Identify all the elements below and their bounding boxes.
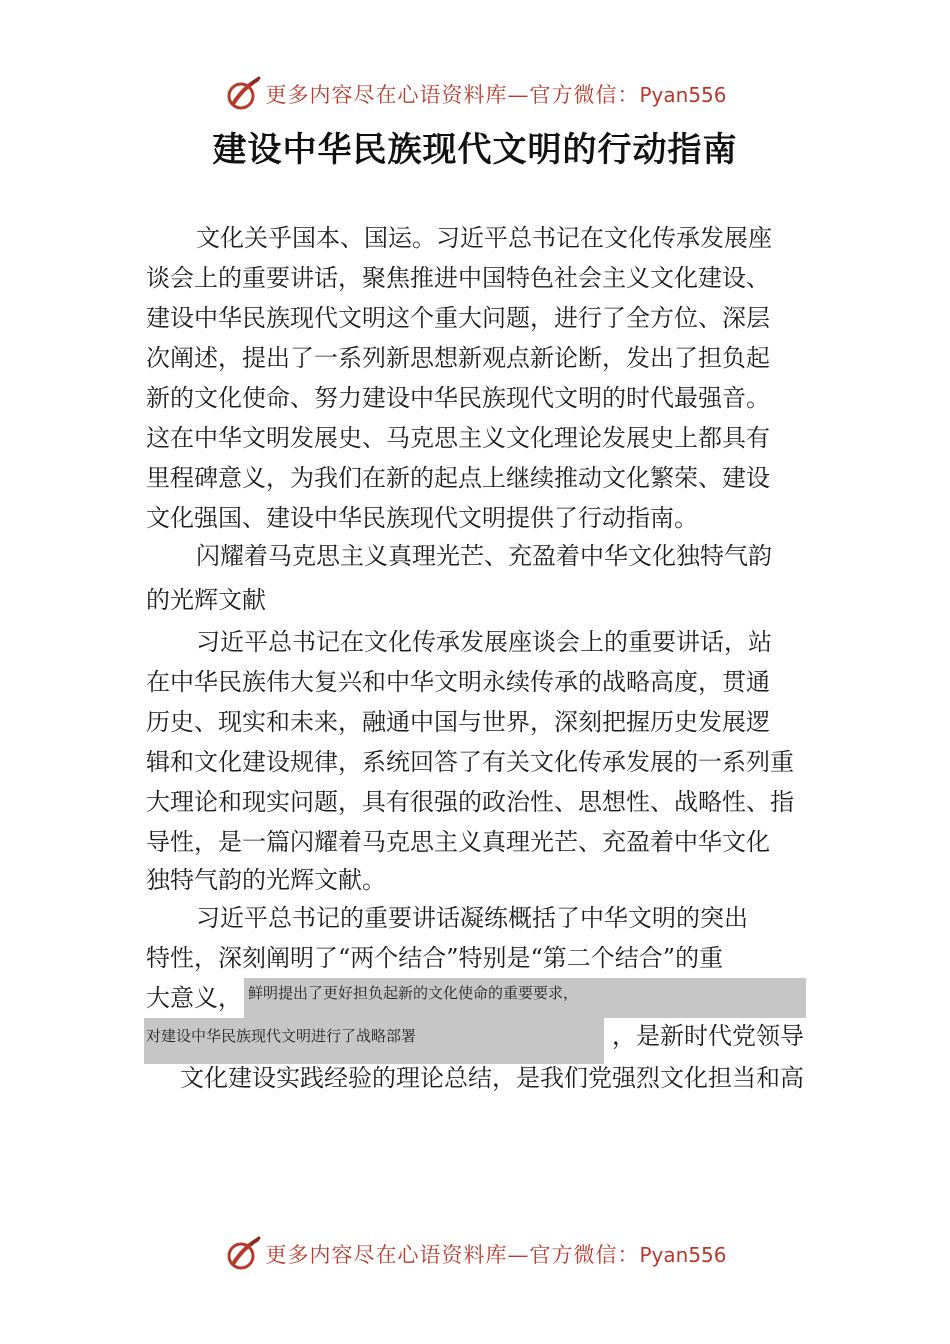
watermark-wechat-id: Pyan556 [639,1243,727,1267]
text-line: 这在中华文明发展史、马克思主义文化理论发展史上都具有 [146,424,770,452]
text-line: 习近平总书记的重要讲话凝练概括了中华文明的突出 [196,904,748,932]
text-line: 建设中华民族现代文明这个重大问题，进行了全方位、深层 [146,304,770,332]
text-line: 文化建设实践经验的理论总结，是我们党强烈文化担当和高 [180,1064,804,1092]
text-line: 特性，深刻阐明了“两个结合”特别是“第二个结合”的重 [146,944,724,972]
text-line: 习近平总书记在文化传承发展座谈会上的重要讲话，站 [196,628,772,656]
footer-watermark [0,1232,950,1276]
page-title: 建设中华民族现代文明的行动指南 [212,130,738,170]
text-line: 文化关乎国本、国运。习近平总书记在文化传承发展座 [196,224,772,252]
header-watermark [0,72,950,116]
text-line: ，是新时代党领导 [612,1022,804,1050]
text-line: 次阐述，提出了一系列新思想新观点新论断，发出了担负起 [146,344,770,372]
text-line: 大理论和现实问题，具有很强的政治性、思想性、战略性、指 [146,788,794,816]
watermark-text [265,79,726,109]
text-line: 里程碑意义，为我们在新的起点上继续推动文化繁荣、建设 [146,464,770,492]
section-heading-line: 的光辉文献 [146,586,266,614]
watermark-wechat-id: Pyan556 [639,83,727,107]
text-line: 独特气韵的光辉文献。 [146,866,386,894]
watermark-label: 更多内容尽在心语资料库—官方微信： [265,1243,640,1267]
text-line: 大意义， [146,984,242,1012]
text-line: 谈会上的重要讲话，聚焦推进中国特色社会主义文化建设、 [146,264,770,292]
text-line: 文化强国、建设中华民族现代文明提供了行动指南。 [146,504,698,532]
watermark-label: 更多内容尽在心语资料库—官方微信： [265,83,640,107]
brush-logo-icon [223,74,263,114]
text-line: 导性，是一篇闪耀着马克思主义真理光芒、充盈着中华文化 [146,828,770,856]
text-line: 辑和文化建设规律，系统回答了有关文化传承发展的一系列重 [146,748,794,776]
brush-logo-icon [223,1234,263,1274]
text-line: 历史、现实和未来，融通中国与世界，深刻把握历史发展逻 [146,708,770,736]
watermark-text [265,1239,726,1269]
section-heading-line: 闪耀着马克思主义真理光芒、充盈着中华文化独特气韵 [196,542,772,570]
text-line: 在中华民族伟大复兴和中华文明永续传承的战略高度，贯通 [146,668,770,696]
text-line: 新的文化使命、努力建设中华民族现代文明的时代最强音。 [146,384,770,412]
highlight-text-2: 对建设中华民族现代文明进行了战略部署 [146,1027,417,1045]
highlight-text-1: 鲜明提出了更好担负起新的文化使命的重要要求， [248,984,579,1002]
